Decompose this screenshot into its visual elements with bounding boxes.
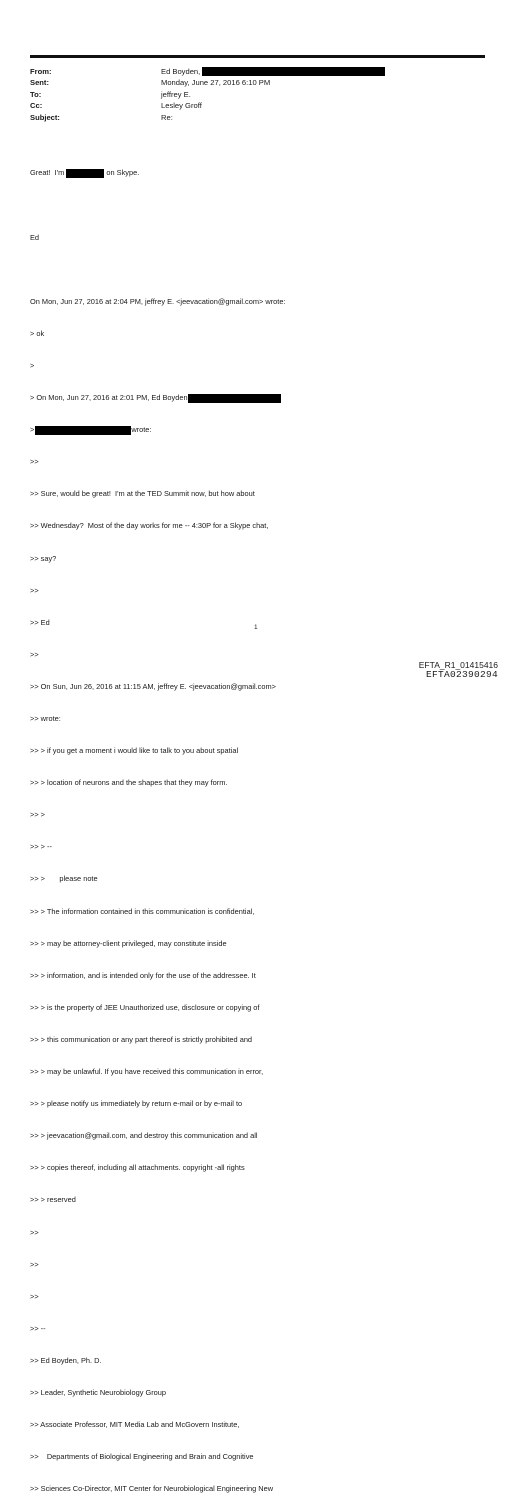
signature-line: Ed (30, 232, 40, 242)
quote-line: >> (30, 1291, 39, 1301)
quote-line: >> > (30, 810, 46, 820)
quote-line: >> > The information contained in this communication is confidential, (30, 906, 255, 916)
quote-line: >> (30, 457, 39, 467)
cc-row (30, 100, 385, 111)
quote-line: >> Associate Professor, MIT Media Lab and McGovern Institute, (30, 1420, 240, 1430)
to-value: jeffrey E. (161, 89, 191, 99)
quote-line: >> > please notify us immediately by return e-mail or by e-mail to (30, 1099, 243, 1109)
bates-id-small: EFTA_R1_01415416 (418, 660, 498, 670)
bates-id-large: EFTA02390294 (425, 669, 498, 680)
to-label: To: (30, 89, 42, 99)
quote-text: wrote: (131, 425, 152, 435)
from-value: Ed Boyden, (161, 67, 201, 76)
quote-line: >> > location of neurons and the shapes that they may form. (30, 778, 228, 788)
quote-line: >> Sciences Co-Director, MIT Center for Neurobiological Engineering New (30, 1484, 274, 1494)
greeting-line (30, 168, 286, 179)
quote-line: >> Leader, Synthetic Neurobiology Group (30, 1387, 166, 1397)
quote-line: >> On Sun, Jun 26, 2016 at 11:15 AM, jeffrey E. <jeevacation@gmail.com> (30, 681, 276, 691)
quote-line: >> Wednesday? Most of the day works for me -- 4:30P for a Skype chat, (30, 521, 269, 531)
subject-label: Subject: (30, 112, 60, 122)
greeting-text: Great! I'm (30, 168, 67, 178)
quote-line: >> Ed Boyden, Ph. D. (30, 1355, 102, 1365)
quote-line: >> > -- (30, 842, 52, 852)
subject-row (30, 112, 385, 123)
quote-line: > ok (30, 328, 45, 338)
quote-line: >> > copies thereof, including all attachments. copyright -all rights (30, 1163, 245, 1173)
quote-line: >> say? (30, 553, 57, 563)
quote-line: >> > may be unlawful. If you have received this communication in error, (30, 1067, 264, 1077)
quote-line: On Mon, Jun 27, 2016 at 2:04 PM, jeffrey E. <jeevacation@gmail.com> wrote: (30, 296, 286, 306)
page-number: 1 (254, 624, 258, 631)
quote-line: >> > jeevacation@gmail.com, and destroy this communication and all (30, 1131, 258, 1141)
email-body (30, 147, 286, 1506)
quote-line: >> Ed (30, 617, 50, 627)
quote-line: >> -- (30, 1323, 46, 1333)
quote-line: >> > this communication or any part thereof is strictly prohibited and (30, 1034, 253, 1044)
from-label: From: (30, 67, 52, 76)
quote-line: >> > please note (30, 874, 98, 884)
quote-line: >> > reserved (30, 1195, 76, 1205)
redaction-block (35, 426, 131, 435)
quote-line: >> wrote: (30, 714, 61, 723)
sent-row (30, 77, 385, 88)
redaction-block (202, 67, 385, 76)
sent-value: Monday, June 27, 2016 6:10 PM (161, 78, 271, 88)
quote-line: >> (30, 1227, 39, 1237)
quote-line (30, 425, 286, 436)
from-row (30, 66, 385, 77)
redaction-block (188, 394, 281, 403)
quote-line: > (30, 360, 35, 370)
quote-line: >> > if you get a moment i would like to talk to you about spatial (30, 746, 239, 756)
quote-line: >> (30, 585, 39, 595)
quote-line: >> Sure, would be great! I'm at the TED Summit now, but how about (30, 489, 255, 499)
greeting-text-end: on Skype. (104, 168, 140, 178)
quote-line: >> (30, 649, 39, 659)
subject-value: Re: (161, 112, 173, 122)
cc-value: Lesley Groff (161, 101, 202, 111)
header-rule (30, 55, 485, 58)
sent-label: Sent: (30, 78, 49, 88)
quote-line: >> Departments of Biological Engineering and Brain and Cognitive (30, 1452, 254, 1462)
quote-line: >> (30, 1259, 39, 1269)
quote-text: > On Mon, Jun 27, 2016 at 2:01 PM, Ed Boyden (30, 393, 188, 403)
cc-label: Cc: (30, 101, 43, 111)
document-ids (419, 660, 498, 680)
to-row (30, 89, 385, 100)
quote-line: >> > may be attorney-client privileged, may constitute inside (30, 938, 227, 948)
redaction-block (66, 169, 104, 178)
quote-line: >> > is the property of JEE Unauthorized use, disclosure or copying of (30, 1002, 260, 1012)
email-header (30, 66, 385, 123)
quote-line (30, 393, 286, 404)
quote-line: >> > information, and is intended only for the use of the addressee. It (30, 970, 256, 980)
quote-text: > (30, 425, 35, 435)
